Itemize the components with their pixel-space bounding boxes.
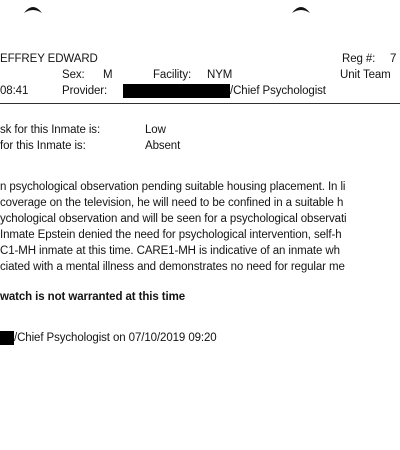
inmate-name: EFFREY EDWARD [0,53,98,65]
narrative-line: n psychological observation pending suitable housing placement. In li [0,181,346,193]
narrative-line: coverage on the television, he will need to be confined in a suitable h [0,197,344,209]
signature-name-redaction [0,331,14,345]
provider-role: /Chief Psychologist [230,85,326,97]
risk-row-1-label: sk for this Inmate is: [0,124,101,136]
encounter-time: 08:41 [0,85,29,97]
facility-value: NYM [207,69,233,81]
reg-value: 7 [390,53,397,65]
facility-label: Facility: [153,69,192,81]
signature-line: /Chief Psychologist on 07/10/2019 09:20 [14,332,217,344]
risk-row-2-label: for this Inmate is: [0,140,86,152]
risk-row-2-value: Absent [145,140,181,152]
reg-label: Reg #: [342,53,376,65]
unit-team-label: Unit Team [340,69,391,81]
narrative-line: ychological observation and will be seen for a psychological observati [0,213,347,225]
sex-label: Sex: [62,69,85,81]
provider-label: Provider: [62,85,108,97]
provider-name-redaction [123,84,230,98]
narrative-line: Inmate Epstein denied the need for psychological intervention, self-h [0,229,342,241]
risk-row-1-value: Low [145,124,166,136]
conclusion-statement: watch is not warranted at this time [0,291,186,303]
sex-value: M [103,69,113,81]
header-divider [0,103,400,104]
hole-punch-mark-right [290,2,312,14]
narrative-line: C1-MH inmate at this time. CARE1-MH is indicative of an inmate wh [0,245,340,257]
narrative-line: ciated with a mental illness and demonstrates no need for regular me [0,261,345,273]
hole-punch-mark-left [22,2,44,14]
